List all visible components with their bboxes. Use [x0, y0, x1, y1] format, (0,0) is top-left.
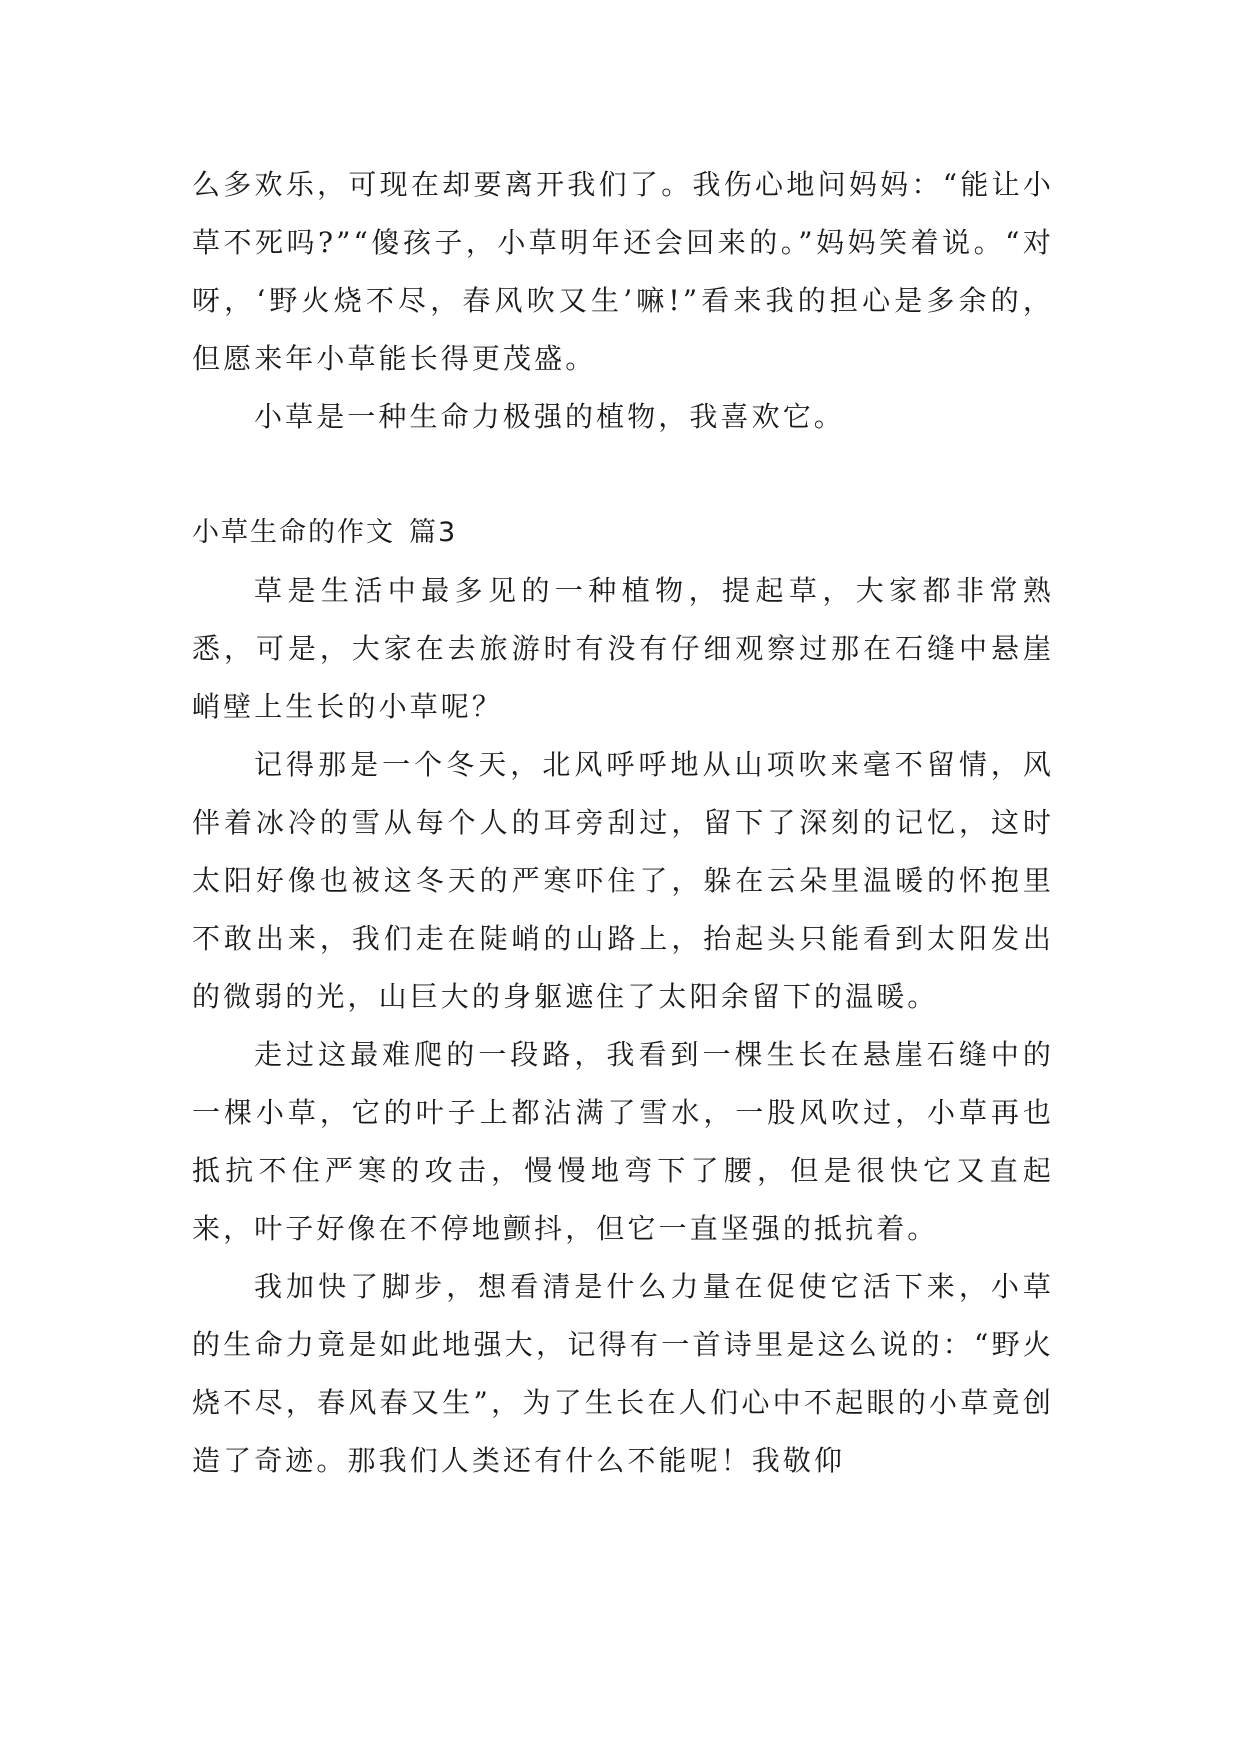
section-gap [192, 446, 1054, 504]
continuation-paragraph: 么多欢乐，可现在却要离开我们了。我伤心地问妈妈：“能让小草不死吗?”“傻孩子，小草明年还会回来的。”妈妈笑着说。“对呀，‘野火烧不尽，春风吹又生’嘛!”看来我的担心是多余的，但愿来年小草能长得更茂盛。 [192, 168, 1054, 375]
section-label: 篇3 [409, 517, 458, 548]
body-paragraph-2: 记得那是一个冬天，北风呼呼地从山项吹来毫不留情，风伴着冰冷的雪从每个人的耳旁刮过，留下了深刻的记忆，这时太阳好像也被这冬天的严寒吓住了，躲在云朵里温暖的怀抱里不敢出来，我们走在陡峭的山路上，抬起头只能看到太阳发出的微弱的光，山巨大的身躯遮住了太阳余留下的温暖。 [192, 748, 1054, 1013]
body-paragraph-4: 我加快了脚步，想看清是什么力量在促使它活下来，小草的生命力竟是如此地强大，记得有一首诗里是这么说的：“野火烧不尽，春风春又生”，为了生长在人们心中不起眼的小草竟创造了奇迹。那我们人类还有什么不能呢！我敬仰 [192, 1270, 1054, 1477]
body-paragraph-3: 走过这最难爬的一段路，我看到一棵生长在悬崖石缝中的一棵小草，它的叶子上都沾满了雪水，一股风吹过，小草再也抵抗不住严寒的攻击，慢慢地弯下了腰，但是很快它又直起来，叶子好像在不停地颤抖，但它一直坚强的抵抗着。 [192, 1038, 1054, 1245]
closing-paragraph: 小草是一种生命力极强的植物，我喜欢它。 [254, 400, 845, 433]
document-body [192, 156, 1054, 1490]
body-paragraph-1: 草是生活中最多见的一种植物，提起草，大家都非常熟悉，可是，大家在去旅游时有没有仔细观察过那在石缝中悬崖峭壁上生长的小草呢？ [192, 574, 1054, 723]
section-title: 小草生命的作文 [192, 517, 395, 548]
section-heading [192, 504, 1054, 562]
